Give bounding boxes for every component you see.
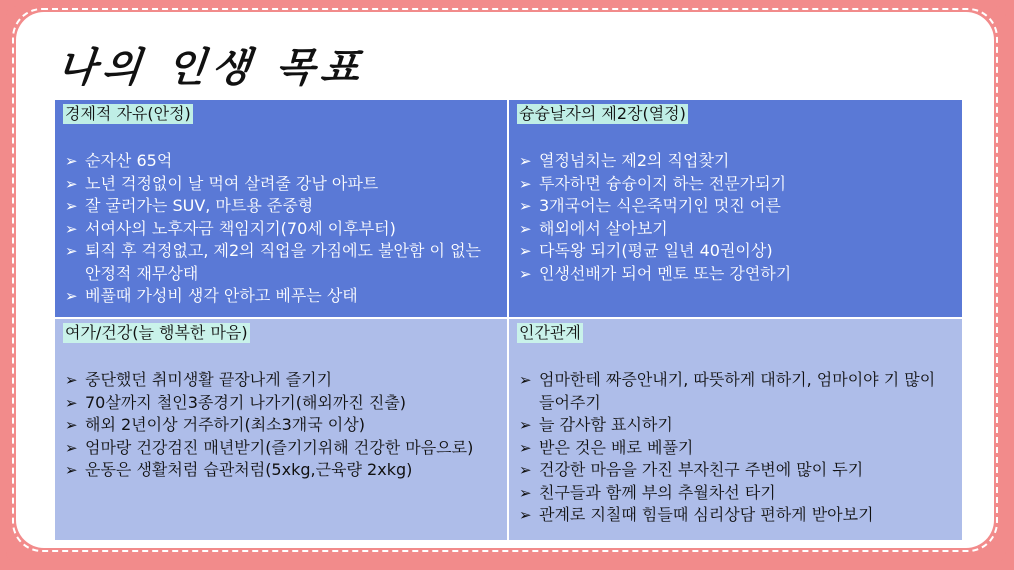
- goal-item: [63, 195, 499, 218]
- arrow-bullet-icon: ➢: [519, 416, 532, 434]
- goal-item: [63, 285, 499, 308]
- arrow-bullet-icon: ➢: [65, 174, 78, 193]
- arrow-bullet-icon: ➢: [519, 371, 532, 389]
- arrow-bullet-icon: ➢: [519, 219, 532, 238]
- goal-item: [63, 414, 499, 437]
- goal-item: [63, 369, 499, 392]
- goal-item-text: 순자산 65억: [85, 151, 173, 170]
- goal-item-text: 노년 걱정없이 날 먹여 살려줄 강남 아파트: [85, 173, 379, 193]
- goal-list: [63, 150, 499, 308]
- goal-item: [63, 173, 499, 196]
- goal-item-text: 투자하면 슝슝이지 하는 전문가되기: [539, 173, 787, 193]
- goal-item-text: 베풀때 가성비 생각 안하고 베푸는 상태: [85, 286, 358, 305]
- goals-table: [53, 98, 964, 542]
- goal-item: [63, 240, 499, 285]
- goal-item: [517, 482, 954, 505]
- arrow-bullet-icon: ➢: [65, 152, 78, 170]
- goal-item-text: 다독왕 되기(평균 일년 40권이상): [539, 241, 773, 260]
- goal-item-text: 퇴직 후 걱정없고, 제2의 직업을 가짐에도 불안함 이 없는 안정적 재무상태: [85, 241, 481, 283]
- goal-item: [517, 437, 954, 460]
- goal-item: [517, 459, 954, 482]
- arrow-bullet-icon: ➢: [519, 197, 532, 215]
- goal-item: [517, 504, 954, 527]
- goal-item-text: 늘 감사함 표시하기: [539, 415, 673, 434]
- goal-item: [63, 437, 499, 460]
- quadrant-leisure-health: [54, 318, 508, 541]
- arrow-bullet-icon: ➢: [519, 461, 532, 479]
- goal-list: [517, 150, 954, 285]
- arrow-bullet-icon: ➢: [65, 287, 78, 305]
- goal-item: [517, 263, 954, 286]
- goal-item-text: 엄마한테 짜증안내기, 따뜻하게 대하기, 엄마이야 기 많이 들어주기: [539, 370, 936, 412]
- arrow-bullet-icon: ➢: [519, 506, 532, 524]
- goal-item-text: 해외에서 살아보기: [539, 218, 668, 238]
- goal-item-text: 엄마랑 건강검진 매년받기(즐기기위해 건강한 마음으로): [85, 437, 474, 457]
- arrow-bullet-icon: ➢: [65, 438, 78, 457]
- goal-item: [517, 150, 954, 173]
- quadrant-header: 슝슝날자의 제2장(열정): [519, 104, 686, 123]
- quadrant-economic-freedom: [54, 99, 508, 318]
- goal-item: [63, 459, 499, 482]
- goal-item: [517, 218, 954, 241]
- arrow-bullet-icon: ➢: [519, 152, 532, 170]
- goal-item-text: 운동은 생활처럼 습관처럼(5xkg,근육량 2xkg): [85, 460, 413, 479]
- goal-list: [63, 369, 499, 482]
- goal-item: [63, 150, 499, 173]
- arrow-bullet-icon: ➢: [65, 371, 78, 389]
- goal-item-text: 건강한 마음을 가진 부자친구 주변에 많이 두기: [539, 460, 864, 479]
- goal-item-text: 인생선배가 되어 멘토 또는 강연하기: [539, 263, 792, 283]
- arrow-bullet-icon: ➢: [65, 197, 78, 215]
- page-title: 나의 인생 목표: [55, 44, 368, 91]
- quadrant-relationships: [508, 318, 963, 541]
- arrow-bullet-icon: ➢: [519, 174, 532, 193]
- goal-item-text: 해외 2년이상 거주하기(최소3개국 이상): [85, 415, 365, 434]
- arrow-bullet-icon: ➢: [65, 461, 78, 479]
- arrow-bullet-icon: ➢: [519, 483, 532, 502]
- goal-item-text: 잘 굴러가는 SUV, 마트용 준중형: [85, 196, 314, 215]
- goal-item: [517, 195, 954, 218]
- goal-item: [63, 218, 499, 241]
- arrow-bullet-icon: ➢: [519, 264, 532, 283]
- arrow-bullet-icon: ➢: [65, 393, 78, 412]
- arrow-bullet-icon: ➢: [519, 242, 532, 260]
- goal-item: [517, 369, 954, 414]
- quadrant-second-chapter: [508, 99, 963, 318]
- goal-item-text: 관계로 지칠때 힘들때 심리상담 편하게 받아보기: [539, 505, 874, 524]
- arrow-bullet-icon: ➢: [65, 242, 78, 260]
- goal-list: [517, 369, 954, 527]
- goal-item-text: 받은 것은 배로 베풀기: [539, 437, 694, 457]
- quadrant-header: 경제적 자유(안정): [65, 104, 191, 123]
- quadrant-header: 인간관계: [519, 323, 581, 342]
- arrow-bullet-icon: ➢: [65, 219, 78, 238]
- goal-item-text: 3개국어는 식은죽먹기인 멋진 어른: [539, 196, 781, 215]
- goal-item-text: 서여사의 노후자금 책임지기(70세 이후부터): [85, 218, 396, 238]
- goal-item-text: 70살까지 철인3종경기 나가기(해외까진 진출): [85, 392, 407, 412]
- goal-item-text: 친구들과 함께 부의 추월차선 타기: [539, 482, 776, 502]
- goal-item: [517, 173, 954, 196]
- goal-item: [63, 392, 499, 415]
- quadrant-header: 여가/건강(늘 행복한 마음): [65, 323, 248, 342]
- arrow-bullet-icon: ➢: [519, 438, 532, 457]
- arrow-bullet-icon: ➢: [65, 416, 78, 434]
- goal-item-text: 중단했던 취미생활 끝장나게 즐기기: [85, 370, 333, 389]
- goal-item: [517, 240, 954, 263]
- goal-item: [517, 414, 954, 437]
- goal-item-text: 열정넘치는 제2의 직업찾기: [539, 151, 730, 170]
